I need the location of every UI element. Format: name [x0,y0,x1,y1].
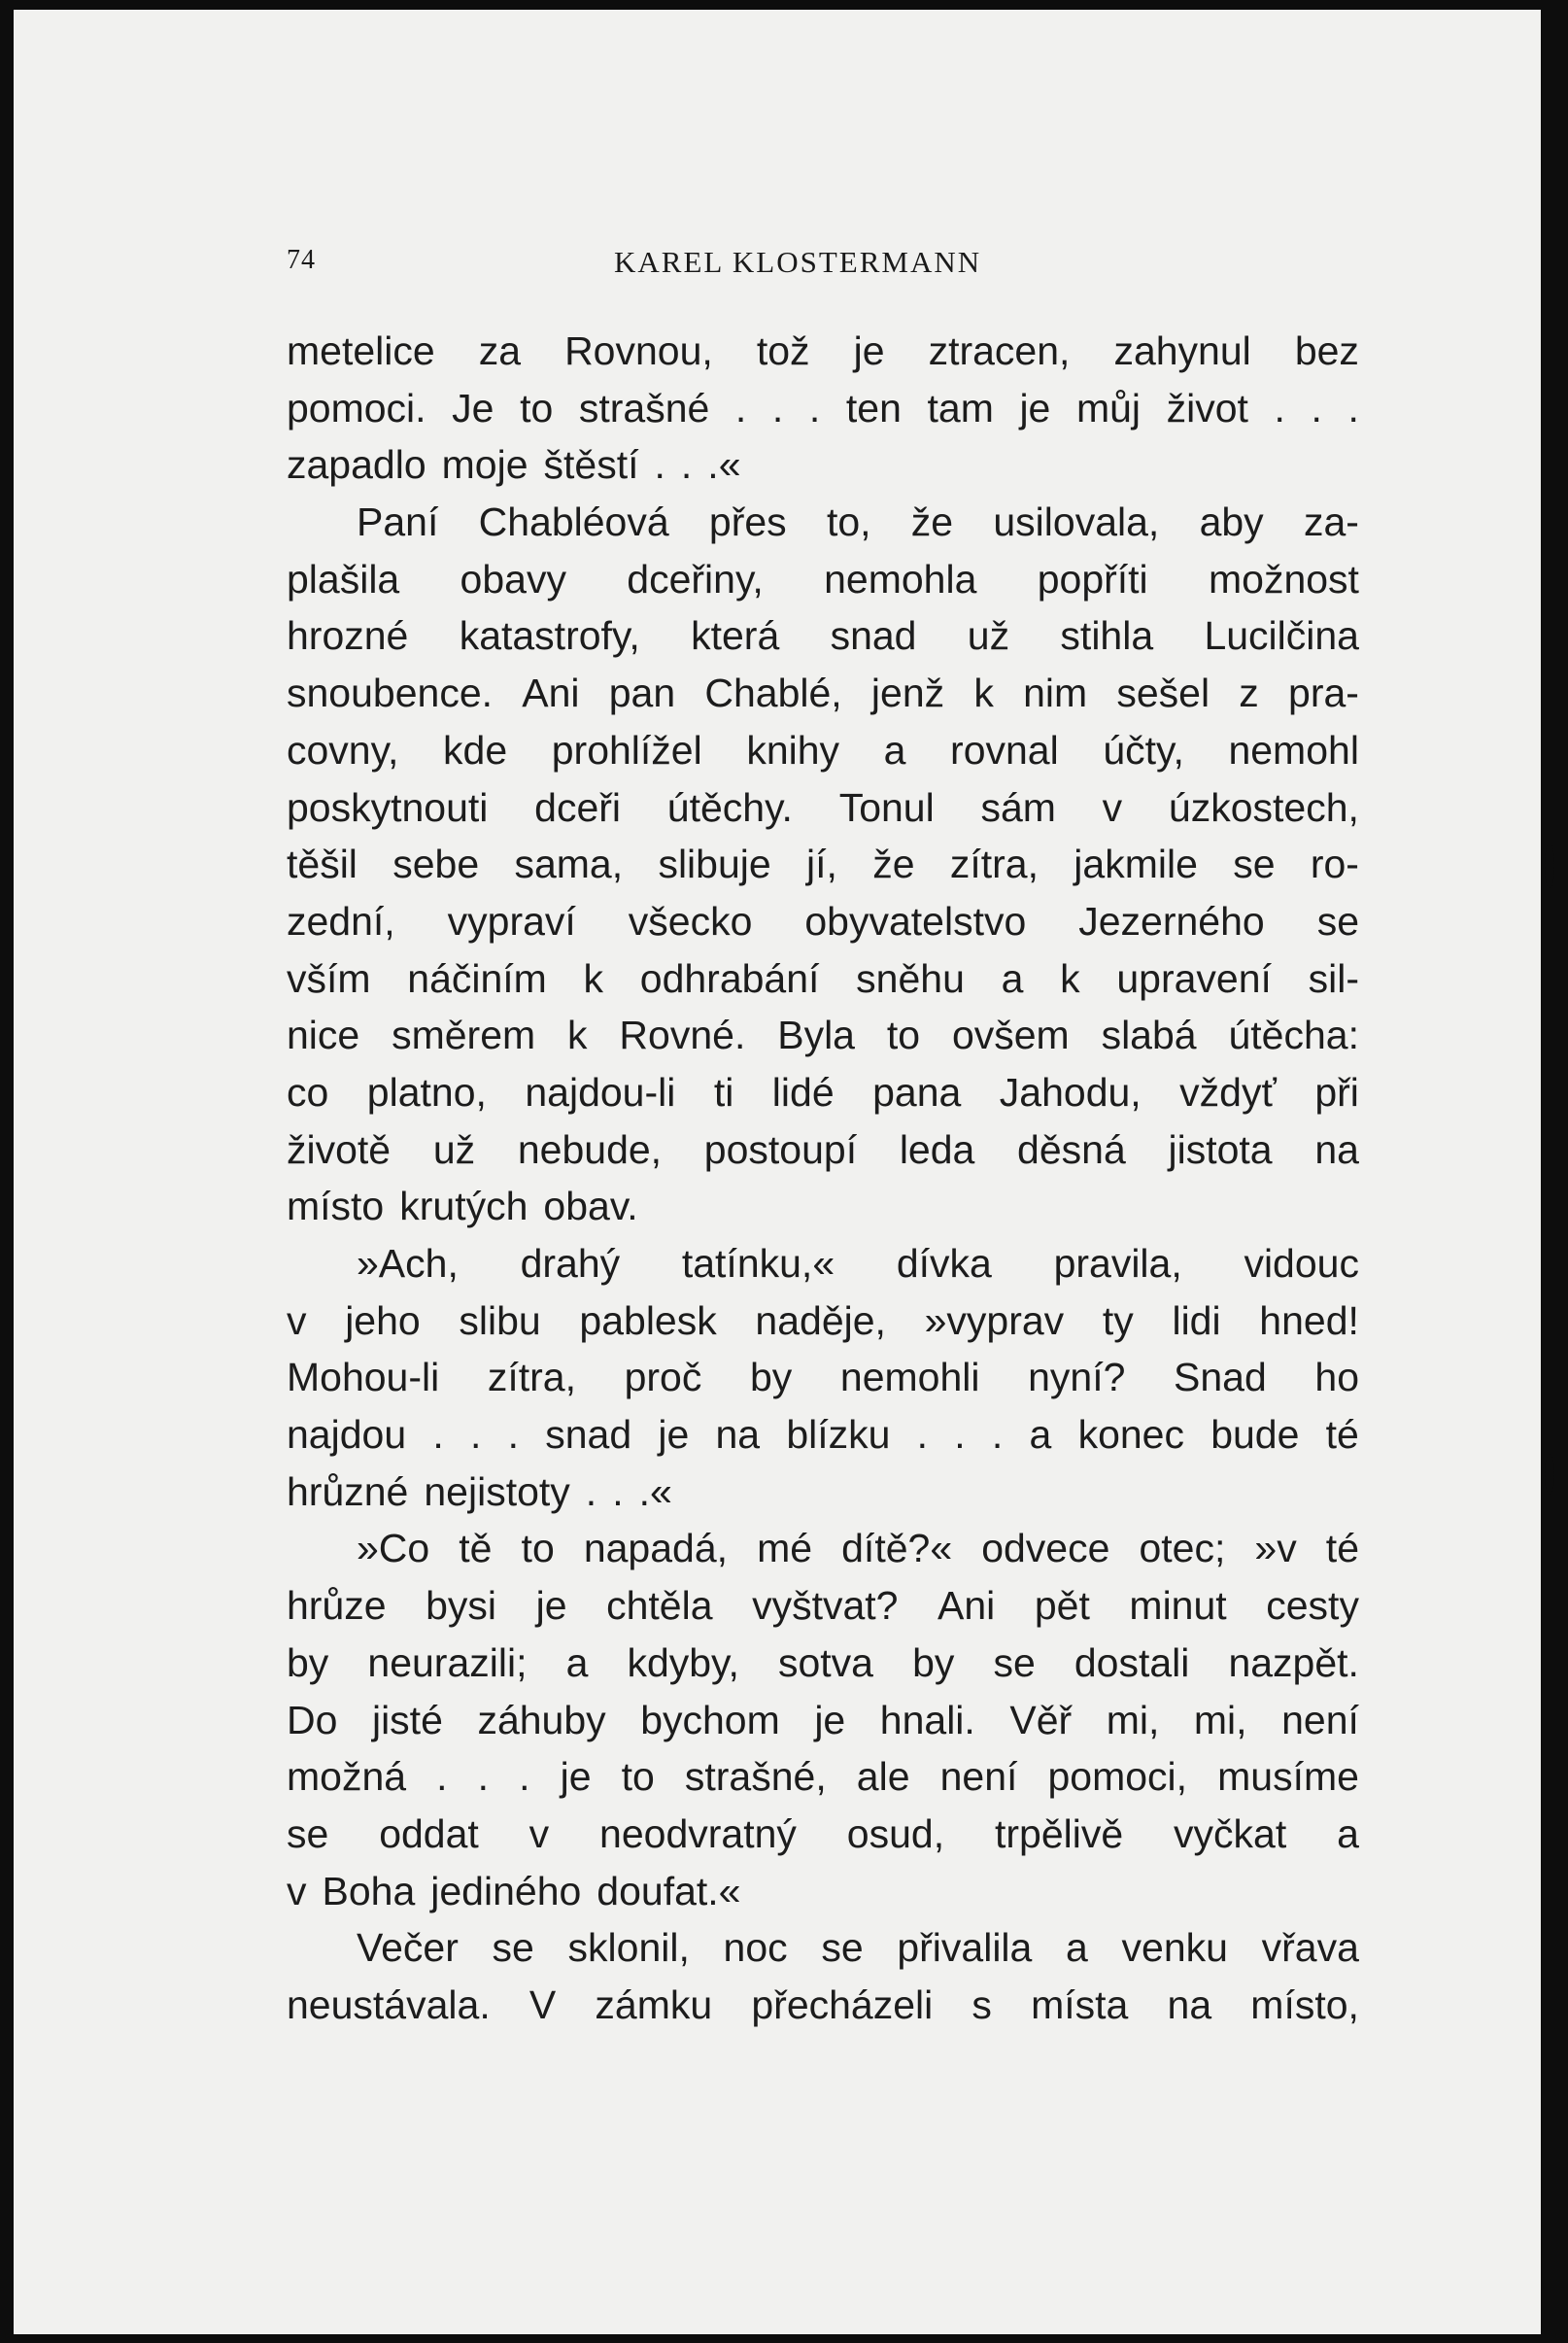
text-line: najdou . . . snad je na blízku . . . a konec bude té [287,1412,1359,1458]
text-line: pomoci. Je to strašné . . . ten tam je můj život . . . [287,385,1359,431]
text-line: hrůze bysi je chtěla vyštvat? Ani pět minut cesty [287,1583,1359,1629]
text-line: v Boha jediného doufat.« [287,1868,741,1913]
text-line: Paní Chabléová přes to, že usilovala, aby za- [357,500,1359,545]
text-line: Večer se sklonil, noc se přivalila a venku vřava [357,1925,1359,1971]
text-line: covny, kde prohlížel knihy a rovnal účty, nemohl [287,727,1359,773]
text-line: co platno, najdou-li ti lidé pana Jahodu, vždyť při [287,1069,1359,1115]
page-number: 74 [287,245,316,275]
text-line: zední, vypraví všecko obyvatelstvo Jezerného se [287,898,1359,944]
running-head-author: KAREL KLOSTERMANN [614,245,982,279]
text-line: Do jisté záhuby bychom je hnali. Věř mi, mi, není [287,1697,1359,1742]
text-line: hrůzné nejistoty . . .« [287,1468,672,1514]
text-line: Mohou-li zítra, proč by nemohli nyní? Snad ho [287,1355,1359,1400]
scan-edge-mark [1545,1454,1554,1495]
text-line: v jeho slibu pablesk naděje, »vyprav ty lidi hned! [287,1297,1359,1343]
text-line: plašila obavy dceřiny, nemohla popříti možnost [287,556,1359,602]
text-line: možná . . . je to strašné, ale není pomoci, musíme [287,1754,1359,1800]
text-line: »Co tě to napadá, mé dítě?« odvece otec; »v té [357,1526,1359,1571]
text-line: životě už nebude, postoupí leda děsná jistota na [287,1126,1359,1172]
text-line: nice směrem k Rovné. Byla to ovšem slabá útěcha: [287,1013,1359,1058]
text-line: snoubence. Ani pan Chablé, jenž k nim sešel z pra- [287,671,1359,716]
book-page [14,10,1541,2334]
text-line: vším náčiním k odhrabání sněhu a k upravení sil- [287,955,1359,1001]
running-head [14,245,1541,284]
text-line: metelice za Rovnou, tož je ztracen, zahynul bez [287,328,1359,373]
text-line: se oddat v neodvratný osud, trpělivě vyčkat a [287,1810,1359,1856]
text-line: poskytnouti dceři útěchy. Tonul sám v úzkostech, [287,784,1359,830]
text-line: těšil sebe sama, slibuje jí, že zítra, jakmile se ro- [287,842,1359,887]
text-line: hrozné katastrofy, která snad už stihla Lucilčina [287,613,1359,659]
body-text [287,323,1359,2034]
text-line: »Ach, drahý tatínku,« dívka pravila, vidouc [357,1241,1359,1286]
text-line: by neurazili; a kdyby, sotva by se dostali nazpět. [287,1639,1359,1685]
text-line: místo krutých obav. [287,1184,638,1229]
text-line: zapadlo moje štěstí . . .« [287,442,741,488]
scan-edge-mark [1545,844,1554,888]
text-line: neustávala. V zámku přecházeli s místa na místo, [287,1981,1359,2027]
